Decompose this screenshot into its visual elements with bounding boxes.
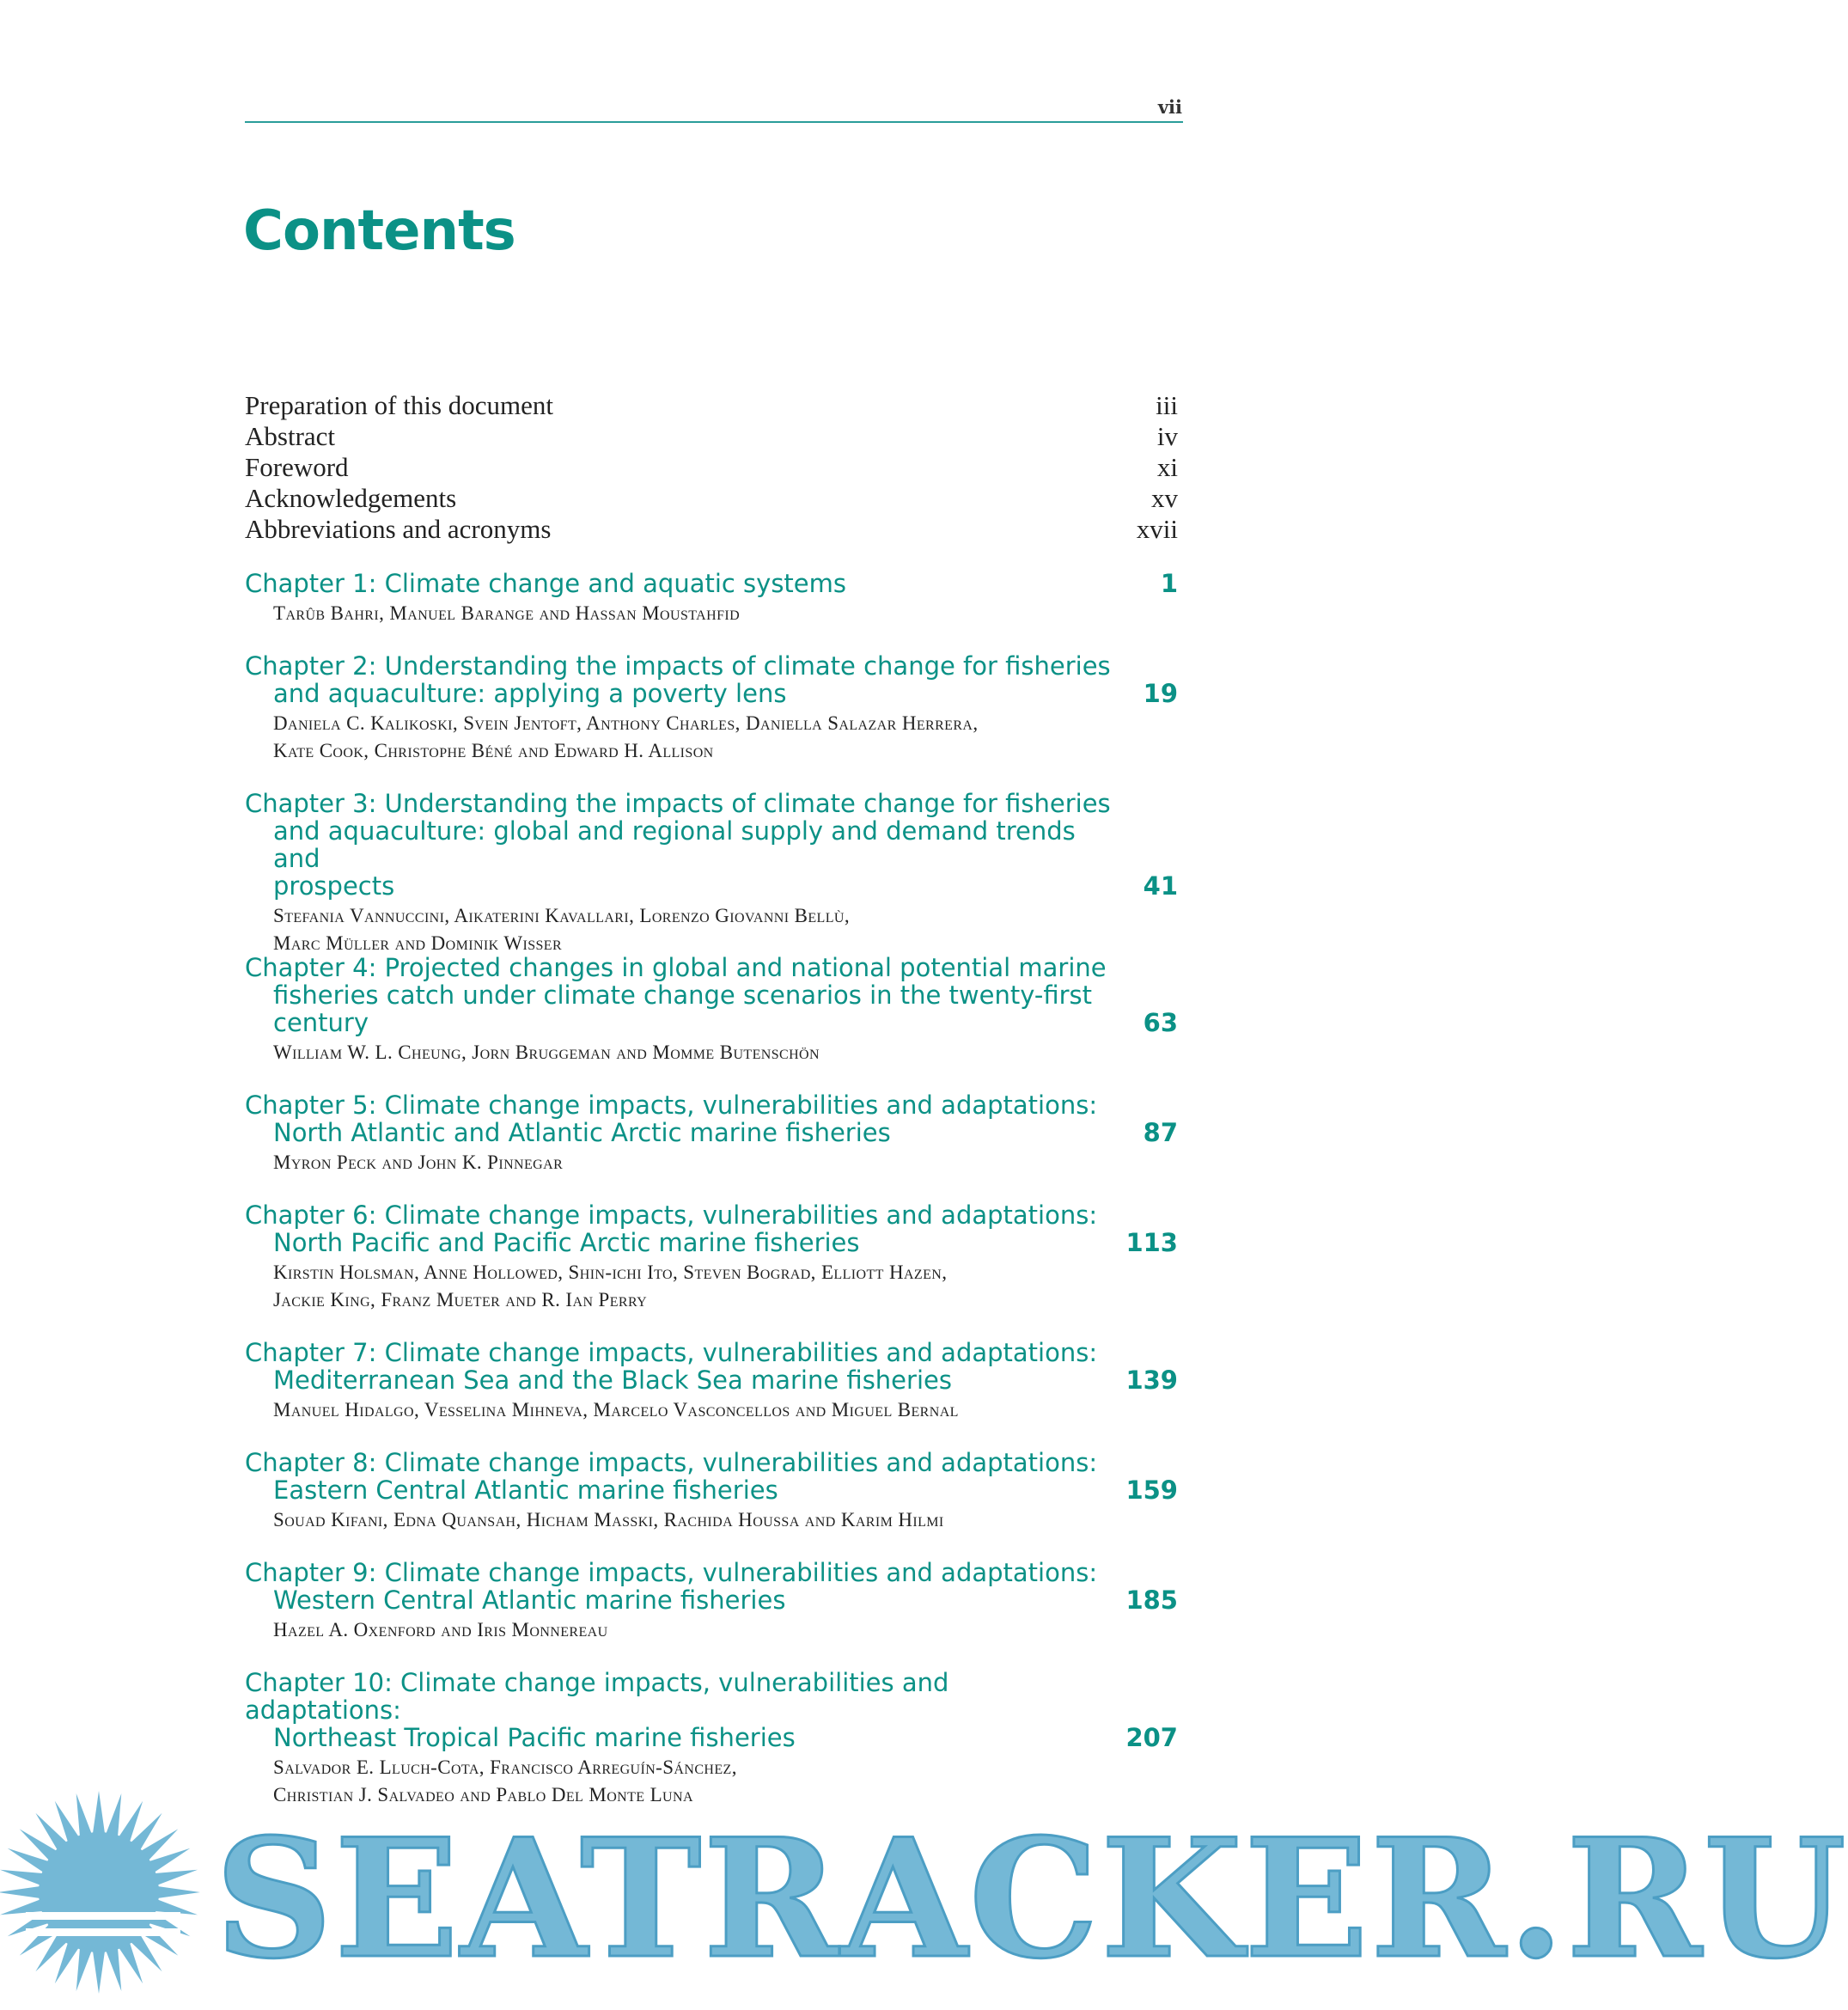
chapter-page: 159 [1125,1475,1178,1505]
chapter-authors [245,1506,1141,1534]
chapter-entry[interactable] [245,1091,1178,1176]
chapter-title-line: Northeast Tropical Pacific marine fisheries [273,1723,796,1752]
toc-entry[interactable] [245,452,1178,483]
chapter-title [245,1091,1113,1146]
chapter-authors [245,710,1141,765]
chapter-title-line: North Pacific and Pacific Arctic marine fisheries [273,1228,860,1257]
chapter-title-line: and aquaculture: global and regional supply and demand trends and [273,816,1076,873]
chapter-page: 113 [1125,1228,1178,1257]
toc-entry-page: iii [1156,390,1178,420]
chapter-page: 63 [1143,1008,1178,1037]
chapter-entry[interactable] [245,1339,1178,1424]
author-line: Hazel A. Oxenford and Iris Monnereau [273,1619,608,1640]
chapter-title [245,1559,1113,1614]
chapter-title-line: Western Central Atlantic marine fisheries [273,1585,786,1615]
chapter-title-line: fisheries catch under climate change scenarios in the twenty-first [273,981,1093,1010]
chapter-title-line: North Atlantic and Atlantic Arctic marine fisheries [273,1118,891,1147]
author-line: Kate Cook, Christophe Béné and Edward H. Allison [273,740,714,761]
author-line: Tarûb Bahri, Manuel Barange and Hassan Moustahfid [273,602,741,624]
chapter-page: 207 [1125,1723,1178,1752]
watermark-text: SEATRACKER.RU [215,1803,1848,1995]
toc-entry[interactable] [245,514,1178,545]
page-number: vii [1157,96,1182,118]
author-line: Myron Peck and John K. Pinnegar [273,1152,564,1173]
chapter-page: 87 [1143,1118,1178,1147]
chapter-page: 185 [1125,1585,1178,1615]
chapter-page: 19 [1143,679,1178,708]
page-title: Contents [243,199,515,263]
chapter-entry[interactable] [245,790,1178,957]
toc-entry[interactable] [245,483,1178,514]
toc-entry-page: xv [1151,483,1178,513]
toc-entry-page: xvii [1136,514,1178,544]
author-line: Kirstin Holsman, Anne Hollowed, Shin-ichi Ito, Steven Bograd, Elliott Hazen, [273,1262,948,1283]
front-matter-list [245,390,1178,545]
author-line: Christian J. Salvadeo and Pablo Del Monte Luna [273,1784,693,1805]
author-line: Salvador E. Lluch-Cota, Francisco Arreguín-Sánchez, [273,1756,737,1778]
author-line: Daniela C. Kalikoski, Svein Jentoft, Anthony Charles, Daniella Salazar Herrera, [273,712,979,734]
author-line: Stefania Vannuccini, Aikaterini Kavallari, Lorenzo Giovanni Bellù, [273,905,850,926]
chapter-title-line: Chapter 6: Climate change impacts, vulnerabilities and adaptations: [245,1201,1098,1230]
chapter-title [245,1669,1113,1751]
chapter-title [245,1449,1113,1504]
chapter-entry[interactable] [245,1669,1178,1809]
chapter-page: 1 [1160,569,1178,598]
chapter-title [245,954,1113,1036]
chapter-page: 41 [1143,871,1178,901]
chapter-authors [245,1616,1141,1644]
chapter-authors [245,1396,1141,1424]
chapter-authors [245,1259,1141,1314]
author-line: Marc Müller and Dominik Wisser [273,932,563,954]
chapter-entry[interactable] [245,954,1178,1066]
chapter-title-line: Chapter 10: Climate change impacts, vulnerabilities and adaptations: [245,1668,949,1725]
chapter-title-line: Chapter 3: Understanding the impacts of climate change for fisheries [245,789,1111,818]
chapter-authors [245,600,1141,627]
author-line: Jackie King, Franz Mueter and R. Ian Perry [273,1289,648,1310]
chapter-authors [245,902,1141,957]
chapter-entry[interactable] [245,652,1178,765]
toc-entry-label: Preparation of this document [245,390,553,420]
toc-entry-page: iv [1156,421,1178,451]
author-line: Souad Kifani, Edna Quansah, Hicham Masski, Rachida Houssa and Karim Hilmi [273,1509,944,1530]
chapter-title-line: Chapter 8: Climate change impacts, vulnerabilities and adaptations: [245,1448,1098,1477]
header-rule [245,121,1183,123]
chapter-title [245,1339,1113,1394]
chapter-title [245,1201,1113,1256]
toc-entry-page: xi [1156,452,1178,482]
author-line: Manuel Hidalgo, Vesselina Mihneva, Marcelo Vasconcellos and Miguel Bernal [273,1399,959,1420]
toc-entry-label: Abbreviations and acronyms [245,514,552,544]
toc-entry-label: Acknowledgements [245,483,457,513]
chapter-authors [245,1149,1141,1176]
chapter-entry[interactable] [245,1449,1178,1534]
chapter-title-line: Chapter 7: Climate change impacts, vulnerabilities and adaptations: [245,1338,1098,1367]
chapter-authors [245,1039,1141,1066]
chapter-page: 139 [1125,1365,1178,1395]
chapter-title-line: Chapter 9: Climate change impacts, vulnerabilities and adaptations: [245,1558,1098,1587]
chapter-title-line: Eastern Central Atlantic marine fisheries [273,1475,778,1505]
chapter-title-line: Chapter 4: Projected changes in global and national potential marine [245,953,1107,982]
toc-entry[interactable] [245,390,1178,421]
toc-entry-label: Abstract [245,421,336,451]
chapter-title-line: Mediterranean Sea and the Black Sea marine fisheries [273,1365,952,1395]
chapter-title-line: and aquaculture: applying a poverty lens [273,679,787,708]
chapter-title [245,570,1113,597]
chapter-title [245,790,1113,900]
author-line: William W. L. Cheung, Jorn Bruggeman and Momme Butenschön [273,1042,820,1063]
chapter-title-line: Chapter 1: Climate change and aquatic systems [245,569,847,598]
chapter-entry[interactable] [245,1559,1178,1644]
chapter-title [245,652,1113,707]
chapter-title-line: Chapter 5: Climate change impacts, vulnerabilities and adaptations: [245,1091,1098,1120]
chapter-entry[interactable] [245,570,1178,627]
chapter-title-line: prospects [273,871,395,901]
chapter-title-line: Chapter 2: Understanding the impacts of climate change for fisheries [245,651,1111,681]
chapter-title-line: century [273,1008,369,1037]
toc-entry-label: Foreword [245,452,349,482]
chapter-entry[interactable] [245,1201,1178,1314]
toc-entry[interactable] [245,421,1178,452]
